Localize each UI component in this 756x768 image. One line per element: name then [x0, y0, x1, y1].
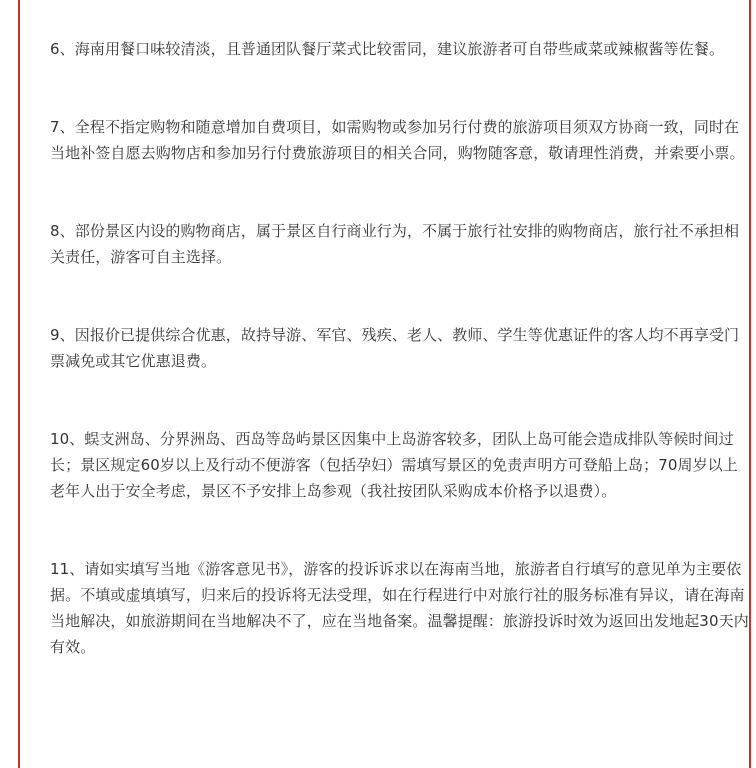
- content-frame: [18, 0, 751, 768]
- note-item-9: 9、因报价已提供综合优惠，故持导游、军官、残疾、老人、教师、学生等优惠证件的客人均不再享受门票减免或其它优惠退费。: [50, 326, 740, 370]
- note-item-10: 10、蜈支洲岛、分界洲岛、西岛等岛屿景区因集中上岛游客较多，团队上岛可能会造成排队等候时间过长；景区规定60岁以上及行动不便游客（包括孕妇）需填写景区的免责声明方可登船上岛；70周岁以上老年人出于安全考虑，景区不予安排上岛参观（我社按团队采购成本价格予以退费）。: [50, 430, 738, 500]
- travel-notes-list: [50, 36, 750, 712]
- note-item-8: 8、部份景区内设的购物商店，属于景区自行商业行为，不属于旅行社安排的购物商店，旅行社不承担相关责任，游客可自主选择。: [50, 222, 740, 266]
- note-item-11: 11、请如实填写当地《游客意见书》，游客的投诉诉求以在海南当地，旅游者自行填写的意见单为主要依据。不填或虚填填写，归来后的投诉将无法受理，如在行程进行中对旅行社的服务标准有异议，请在海南当地解决，如旅游期间在当地解决不了，应在当地备案。温馨提醒：旅游投诉时效为返回出发地起30天内有效。: [50, 560, 749, 656]
- note-item-7: 7、全程不指定购物和随意增加自费项目，如需购物或参加另行付费的旅游项目须双方协商一致，同时在当地补签自愿去购物店和参加另行付费旅游项目的相关合同，购物随客意，敬请理性消费，并索要小票。: [50, 118, 745, 162]
- note-item-6: 6、海南用餐口味较清淡，且普通团队餐厅菜式比较雷同，建议旅游者可自带些咸菜或辣椒酱等佐餐。: [50, 40, 725, 58]
